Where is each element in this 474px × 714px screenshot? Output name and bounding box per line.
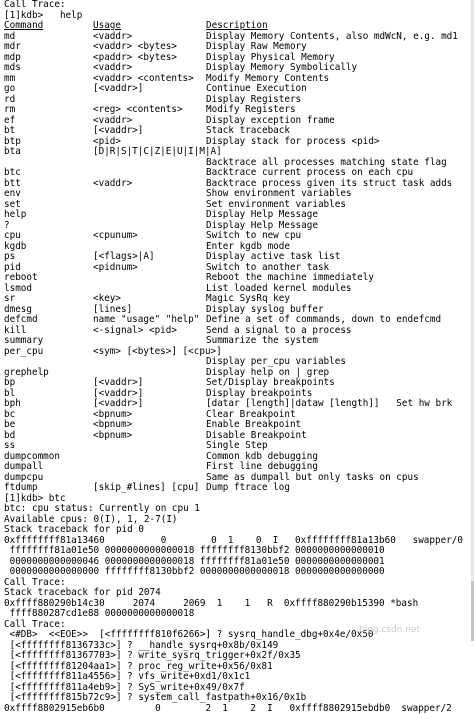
command-usage: [<vaddr>] — [93, 126, 143, 137]
command-row — [4, 231, 474, 242]
command-description: Modify Memory Contents — [206, 74, 329, 85]
command-description: Display Physical Memory — [206, 53, 335, 64]
command-name: bph — [4, 399, 21, 410]
command-name: grephelp — [4, 368, 49, 379]
command-usage: [<flags>|A] — [93, 252, 155, 263]
command-name: ef — [4, 116, 15, 127]
command-name: bl — [4, 389, 15, 400]
command-name: bp — [4, 378, 15, 389]
command-row — [4, 357, 474, 368]
command-description: Disable Breakpoint — [206, 431, 307, 442]
command-description: List loaded kernel modules — [206, 284, 352, 295]
command-row — [4, 210, 474, 221]
command-name: rd — [4, 95, 15, 106]
command-description: Display active task list — [206, 252, 340, 263]
command-description: Enable Breakpoint — [206, 420, 301, 431]
command-row — [4, 252, 474, 263]
terminal-line: [<ffffffff81204aa1>] ? proc_reg_write+0x56/0x81 — [4, 662, 474, 673]
command-description: First line debugging — [206, 462, 318, 473]
post-output — [4, 494, 474, 714]
command-row — [4, 168, 474, 179]
command-usage: <vaddr> <bytes> — [93, 42, 177, 53]
command-usage: <sym> [<bytes>] [<cpu>] — [93, 347, 222, 358]
command-description: Set environment variables — [206, 200, 346, 211]
command-usage: [<vaddr>] — [93, 399, 143, 410]
command-usage: <-signal> <pid> — [93, 326, 177, 337]
command-row — [4, 336, 474, 347]
command-name: kill — [4, 326, 26, 337]
command-name: bt — [4, 126, 15, 137]
terminal-line: ffff880287cd1e88 0000000000000018 — [4, 609, 474, 620]
command-name: mdp — [4, 53, 21, 64]
command-description: Display Help Message — [206, 210, 318, 221]
command-row — [4, 273, 474, 284]
command-usage: <vaddr> — [93, 63, 132, 74]
terminal-line: ffffffff81a01e50 0000000000000018 ffffffff8130bbf2 0000000000000010 — [4, 546, 474, 557]
command-name: md — [4, 32, 15, 43]
header-usage: Usage — [93, 21, 121, 32]
command-description: Backtrace current process on each cpu — [206, 168, 413, 179]
terminal-line: btc: cpu status: Currently on cpu 1 — [4, 504, 474, 515]
command-row — [4, 42, 474, 53]
command-name: go — [4, 84, 15, 95]
command-description: Continue Execution — [206, 84, 307, 95]
command-description: Enter kgdb mode — [206, 242, 290, 253]
command-description: Display Memory Contents, also mdWcN, e.g. md1 — [206, 32, 458, 43]
command-row — [4, 189, 474, 200]
command-name: sr — [4, 294, 15, 305]
command-name: mds — [4, 63, 21, 74]
command-usage: <bpnum> — [93, 420, 132, 431]
command-description: Display stack for process <pid> — [206, 137, 380, 148]
command-name: cpu — [4, 231, 21, 242]
command-name: bta — [4, 147, 21, 158]
command-usage: [<vaddr>] — [93, 84, 143, 95]
command-description: Show environment variables — [206, 189, 352, 200]
command-name: ps — [4, 252, 15, 263]
command-name: per_cpu — [4, 347, 43, 358]
command-description: Stack traceback — [206, 126, 290, 137]
command-row — [4, 462, 474, 473]
command-name: bd — [4, 431, 15, 442]
terminal-line: [<ffffffff811a4556>] ? vfs_write+0xd1/0x1c1 — [4, 672, 474, 683]
command-description: Display Help Message — [206, 221, 318, 232]
command-description: Display exception frame — [206, 116, 335, 127]
command-description: Display breakpoints — [206, 389, 312, 400]
command-description: Define a set of commands, down to endefcmd — [206, 315, 441, 326]
command-name: dumpcommon — [4, 452, 60, 463]
terminal-line: [<ffffffff811a4eb9>] ? SyS_write+0x49/0x7f — [4, 683, 474, 694]
command-description: Magic SysRq key — [206, 294, 290, 305]
command-name: kgdb — [4, 242, 26, 253]
terminal-line: 0xffff880290b14c30 2074 2069 1 1 R 0xffff880290b15390 *bash — [4, 599, 474, 610]
command-description: Summarize the system — [206, 336, 318, 347]
command-usage: <vaddr> — [93, 32, 132, 43]
command-name: btt — [4, 179, 21, 190]
terminal-line: 0xffffffff81a13460 0 0 1 0 I 0xffffffff81a13b60 swapper/0 — [4, 536, 474, 547]
terminal-line: [<ffffffff815b72c9>] ? system_call_fastpath+0x16/0x1b — [4, 693, 474, 704]
command-row — [4, 294, 474, 305]
command-name: help — [4, 210, 26, 221]
terminal-line: Call Trace: — [4, 578, 474, 589]
terminal-line: Call Trace: — [4, 0, 474, 11]
command-row — [4, 483, 474, 494]
pre-output — [4, 0, 474, 21]
command-description: Set/Display breakpoints — [206, 378, 335, 389]
command-usage: <vaddr> — [93, 116, 132, 127]
header-description: Description — [206, 21, 268, 32]
command-usage: <bpnum> — [93, 431, 132, 442]
command-name: ftdump — [4, 483, 38, 494]
command-description: Display help on | grep — [206, 368, 329, 379]
command-row — [4, 147, 474, 158]
command-name: bc — [4, 410, 15, 421]
command-usage: <bpnum> — [93, 410, 132, 421]
command-description: Reboot the machine immediately — [206, 273, 374, 284]
command-row — [4, 126, 474, 137]
command-usage: name "usage" "help" — [93, 315, 199, 326]
command-description: Backtrace process given its struct task adds — [206, 179, 452, 190]
command-row — [4, 105, 474, 116]
terminal-line: Call Trace: — [4, 620, 474, 631]
terminal-line: Stack traceback for pid 0 — [4, 525, 474, 536]
command-description: Backtrace all processes matching state flag — [206, 158, 447, 169]
command-description: Clear Breakpoint — [206, 410, 296, 421]
command-usage: <cpunum> — [93, 231, 138, 242]
command-description: Display per_cpu variables — [206, 357, 346, 368]
command-name: btp — [4, 137, 21, 148]
command-usage: <paddr> <bytes> — [93, 53, 177, 64]
command-row — [4, 137, 474, 148]
command-usage: <pid> — [93, 137, 121, 148]
command-usage: <vaddr> <contents> — [93, 74, 194, 85]
command-name: dumpcpu — [4, 473, 43, 484]
command-usage: [<vaddr>] — [93, 378, 143, 389]
command-description: Switch to new cpu — [206, 231, 301, 242]
command-row — [4, 63, 474, 74]
command-row — [4, 441, 474, 452]
command-description: [datar [length]|dataw [length]] Set hw brk — [206, 399, 452, 410]
command-description: Display Memory Symbolically — [206, 63, 357, 74]
command-usage: [<vaddr>] — [93, 389, 143, 400]
terminal-line: 0000000000000046 0000000000000018 ffffffff81a01e50 0000000000000001 — [4, 557, 474, 568]
command-name: be — [4, 420, 15, 431]
command-usage: <pidnum> — [93, 263, 138, 274]
command-name: reboot — [4, 273, 38, 284]
command-description: Display syslog buffer — [206, 305, 324, 316]
command-name: defcmd — [4, 315, 38, 326]
command-name: dumpall — [4, 462, 43, 473]
command-usage: [skip_#lines] [cpu] — [93, 483, 199, 494]
command-name: ? — [4, 221, 10, 232]
help-command-table — [4, 32, 474, 494]
command-description: Same as dumpall but only tasks on cpus — [206, 473, 419, 484]
terminal-line: <#DB> <<EOE>> [<ffffffff810f6266>] ? sysrq_handle_dbg+0x4e/0x50 — [4, 630, 474, 641]
terminal-line: Stack traceback for pid 2074 — [4, 588, 474, 599]
terminal-line: Available cpus: 0(I), 1, 2-7(I) — [4, 515, 474, 526]
command-name: btc — [4, 168, 21, 179]
command-row — [4, 315, 474, 326]
command-description: Display Registers — [206, 95, 301, 106]
command-name: pid — [4, 263, 21, 274]
command-description: Send a signal to a process — [206, 326, 352, 337]
terminal-line: [1]kdb> help — [4, 11, 474, 22]
help-header-row — [4, 21, 474, 32]
command-description: Modify Registers — [206, 105, 296, 116]
command-name: lsmod — [4, 284, 32, 295]
command-description: Single Step — [206, 441, 268, 452]
command-name: env — [4, 189, 21, 200]
terminal-line: [<ffffffff8136733c>] ? __handle_sysrq+0x8b/0x149 — [4, 641, 474, 652]
command-row — [4, 420, 474, 431]
command-row — [4, 399, 474, 410]
command-name: set — [4, 200, 21, 211]
command-description: Common kdb debugging — [206, 452, 318, 463]
terminal-line: 0000000000000000 ffffffff8130bbf2 0000000000000018 0000000000000000 — [4, 567, 474, 578]
command-usage: <vaddr> — [93, 179, 132, 190]
command-usage: <key> — [93, 294, 121, 305]
header-command: Command — [4, 21, 43, 32]
terminal-line: 0xffff8802915eb6b0 0 2 1 2 I 0xffff8802915ebdb0 swapper/2 — [4, 704, 474, 714]
terminal-line: [1]kdb> btc — [4, 494, 474, 505]
command-usage: [lines] — [93, 305, 132, 316]
terminal-line: [<ffffffff81367703>] ? write_sysrq_trigger+0x2f/0x35 — [4, 651, 474, 662]
command-row — [4, 84, 474, 95]
command-name: summary — [4, 336, 43, 347]
command-row — [4, 378, 474, 389]
command-name: rm — [4, 105, 15, 116]
command-description: Switch to another task — [206, 263, 329, 274]
command-name: mdr — [4, 42, 21, 53]
command-name: mm — [4, 74, 15, 85]
command-name: ss — [4, 441, 15, 452]
command-description: Dump ftrace log — [206, 483, 290, 494]
watermark-text: blog.csdn.net — [359, 625, 420, 636]
command-usage: <reg> <contents> — [93, 105, 183, 116]
command-usage: [D|R|S|T|C|Z|E|U|I|M|A] — [93, 147, 222, 158]
command-name: dmesg — [4, 305, 32, 316]
command-description: Display Raw Memory — [206, 42, 307, 53]
